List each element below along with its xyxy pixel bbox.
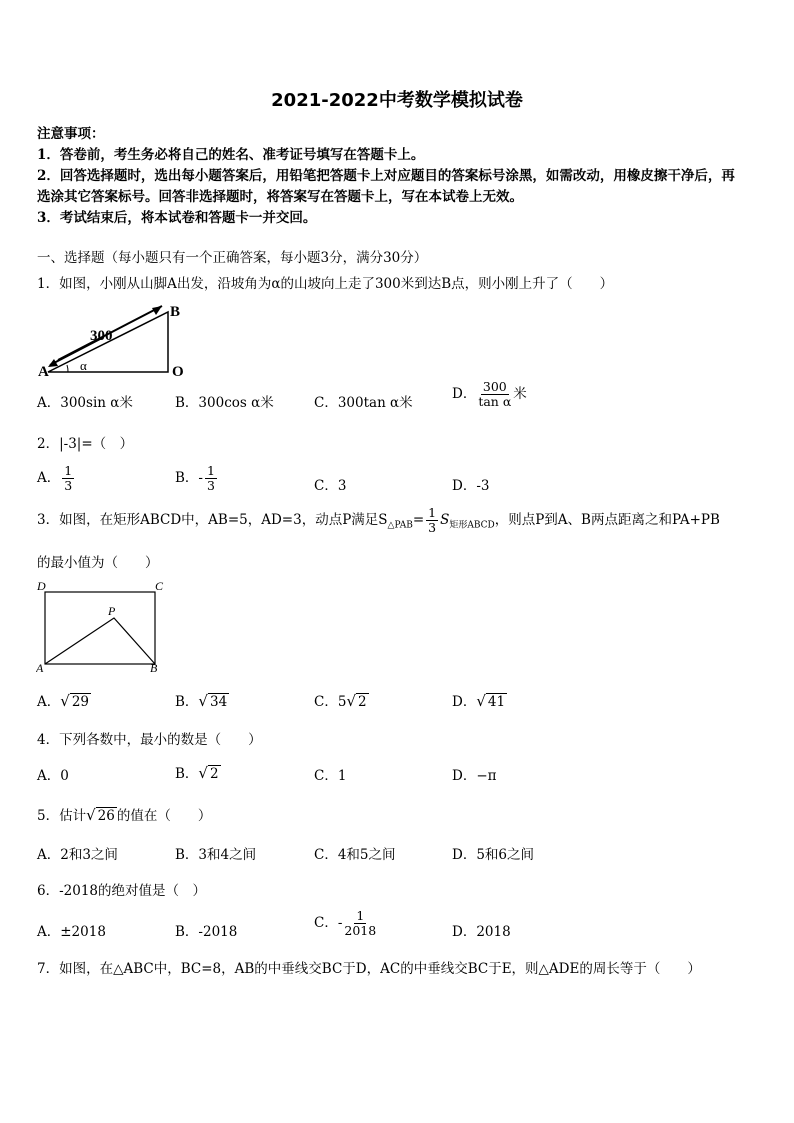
section-heading: 一、选择题（每小题只有一个正确答案，每小题3分，满分30分） bbox=[37, 250, 428, 266]
q7-stem: 7．如图，在△ABC中，BC=8，AB的中垂线交BC于D，AC的中垂线交BC于E，则△ADE的周长等于（ ） bbox=[37, 961, 701, 977]
q4-option-b: B．√ 2 bbox=[175, 764, 219, 782]
q3-option-a: A．√ 29 bbox=[37, 692, 89, 710]
q2-option-d: D．-3 bbox=[452, 478, 490, 494]
q2-option-c: C．3 bbox=[314, 478, 347, 494]
q4-option-c: C．1 bbox=[314, 768, 347, 784]
q1-label-o: O bbox=[172, 364, 184, 380]
q1-option-d: D． $\frac{300}{\text{tan α}}$ 米 bbox=[452, 379, 527, 409]
q5-stem: 5．估计√ 26 的值在（ ） bbox=[37, 806, 212, 824]
q2-stem: 2．|-3|=（ ） bbox=[37, 436, 134, 452]
q6-option-a: A．±2018 bbox=[37, 924, 106, 940]
q6-option-b: B．-2018 bbox=[175, 924, 238, 940]
q3-stem: 3．如图，在矩形ABCD中，AB=5，AD=3，动点P满足$S_{\triangle PAB}=$ $\frac{1}{3}$ $S_{矩形ABCD}$，则点P到A、B两点距离之和PA+PB bbox=[37, 505, 720, 535]
q1-option-c: C．300tan α米 bbox=[314, 395, 413, 411]
q1-label-300: 300 bbox=[90, 328, 113, 344]
q1-option-a: A．300sin α米 bbox=[37, 395, 133, 411]
q3-option-b: B．√ 34 bbox=[175, 692, 228, 710]
q6-option-c: C．- $\frac{1}{2018}$ bbox=[314, 908, 377, 938]
q2-option-a: A． $\frac{1}{3}$ bbox=[37, 463, 73, 493]
q3-label-d: D bbox=[37, 579, 46, 593]
q5-option-c: C．4和5之间 bbox=[314, 847, 396, 863]
q4-option-d: D．−π bbox=[452, 768, 497, 784]
q5-option-d: D．5和6之间 bbox=[452, 847, 535, 863]
q3-option-d: D．√ 41 bbox=[452, 692, 506, 710]
q1-arrowhead-down bbox=[48, 359, 58, 367]
q1-arrowhead-up bbox=[152, 306, 162, 315]
notice-item-1: 1．答卷前，考生务必将自己的姓名、准考证号填写在答题卡上。 bbox=[37, 147, 425, 163]
q1-figure bbox=[36, 298, 196, 380]
q4-option-a: A．0 bbox=[37, 768, 69, 784]
q1-label-a: A bbox=[38, 364, 49, 380]
q3-option-c: C．5√ 2 bbox=[314, 692, 367, 710]
q3-paths bbox=[45, 618, 155, 664]
notice-item-2-cont: 选涂其它答案标号。回答非选择题时，将答案写在答题卡上，写在本试卷上无效。 bbox=[37, 189, 523, 205]
q6-option-d: D．2018 bbox=[452, 924, 511, 940]
q4-stem: 4．下列各数中，最小的数是（ ） bbox=[37, 732, 262, 748]
notice-item-3: 3．考试结束后，将本试卷和答题卡一并交回。 bbox=[37, 210, 317, 226]
q1-option-b: B．300cos α米 bbox=[175, 395, 274, 411]
q3-label-a: A bbox=[36, 661, 44, 674]
page-title: 2021-2022中考数学模拟试卷 bbox=[271, 90, 523, 111]
q1-stem: 1．如图，小刚从山脚A出发，沿坡角为α的山坡向上走了300米到达B点，则小刚上升了（ ） bbox=[37, 276, 614, 292]
q5-option-b: B．3和4之间 bbox=[175, 847, 257, 863]
notice-item-2: 2．回答选择题时，选出每小题答案后，用铅笔把答题卡上对应题目的答案标号涂黑，如需改动，用橡皮擦干净后，再 bbox=[37, 168, 735, 184]
notice-heading: 注意事项： bbox=[37, 126, 105, 142]
q3-label-c: C bbox=[155, 579, 164, 593]
q3-label-b: B bbox=[150, 661, 158, 674]
q1-label-b: B bbox=[170, 304, 181, 320]
q2-option-b: B．- $\frac{1}{3}$ bbox=[175, 463, 215, 493]
q1-label-alpha: α bbox=[80, 358, 87, 373]
q3-label-p: P bbox=[108, 604, 116, 618]
q5-option-a: A．2和3之间 bbox=[37, 847, 118, 863]
q6-stem: 6．-2018的绝对值是（ ） bbox=[37, 883, 207, 899]
q3-figure bbox=[36, 578, 168, 674]
q3-stem-cont: 的最小值为（ ） bbox=[37, 555, 159, 571]
